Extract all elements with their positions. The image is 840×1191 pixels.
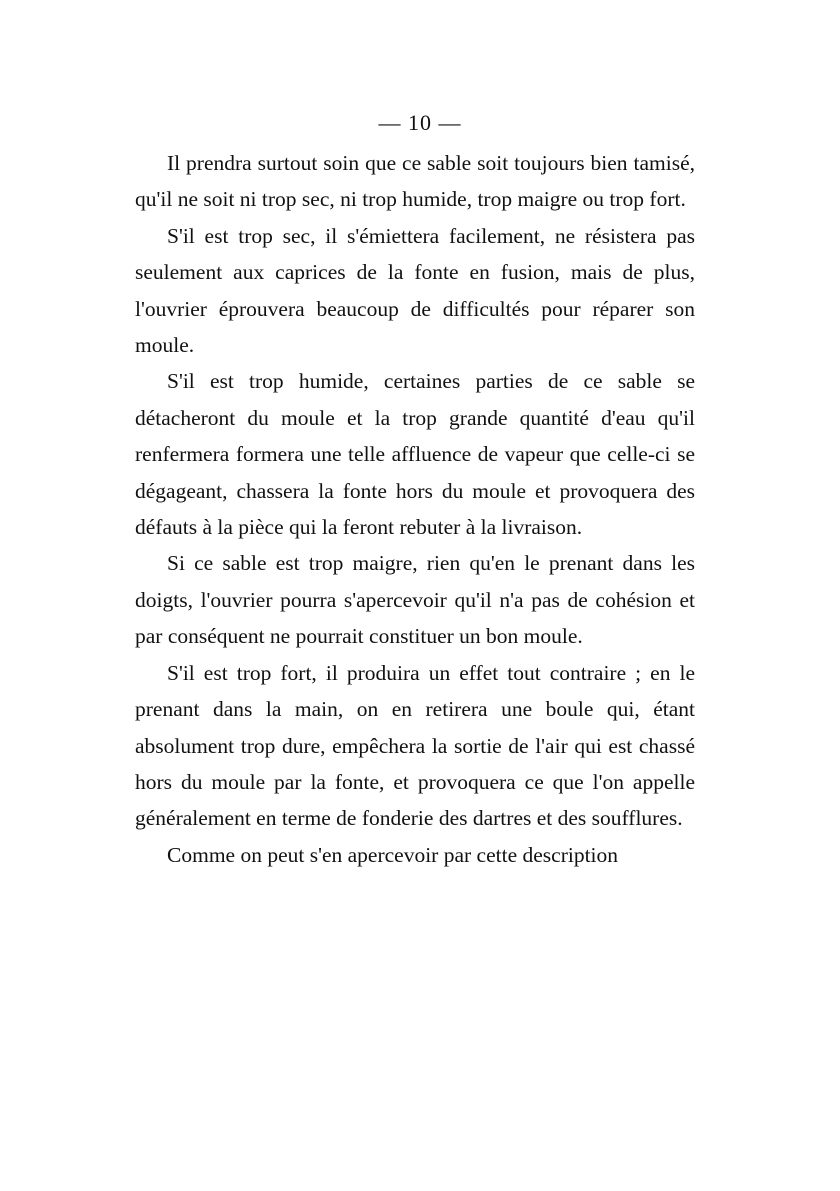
paragraph: Si ce sable est trop maigre, rien qu'en le prenant dans les doigts, l'ouvrier pourra s'apercevoir qu'il n'a pas de cohésion et par conséquent ne pourrait constituer un bon moule. bbox=[135, 551, 695, 649]
paragraph: Il prendra surtout soin que ce sable soit toujours bien tamisé, qu'il ne soit ni trop sec, ni trop humide, trop maigre ou trop fort. bbox=[135, 151, 695, 212]
body-text bbox=[135, 145, 695, 873]
paragraph: S'il est trop humide, certaines parties de ce sable se détacheront du moule et la trop grande quantité d'eau qu'il renfermera formera une telle affluence de vapeur que celle-ci se dégageant, chassera la fonte hors du moule et provoquera des défauts à la pièce qui la feront rebuter à la livraison. bbox=[135, 369, 695, 540]
page-number: — 10 — bbox=[378, 110, 462, 135]
paragraph: S'il est trop fort, il produira un effet tout contraire ; en le prenant dans la main, on en retirera une boule qui, étant absolument trop dure, empêchera la sortie de l'air qui est chassé hors du moule par la fonte, et provoquera ce que l'on appelle généralement en terme de fonderie des dartres et des soufflures. bbox=[135, 660, 695, 831]
paragraph: S'il est trop sec, il s'émiettera facilement, ne résistera pas seulement aux caprices de la fonte en fusion, mais de plus, l'ouvrier éprouvera beaucoup de difficultés pour réparer son moule. bbox=[135, 223, 695, 358]
paragraph-last: Comme on peut s'en apercevoir par cette description bbox=[167, 842, 619, 867]
